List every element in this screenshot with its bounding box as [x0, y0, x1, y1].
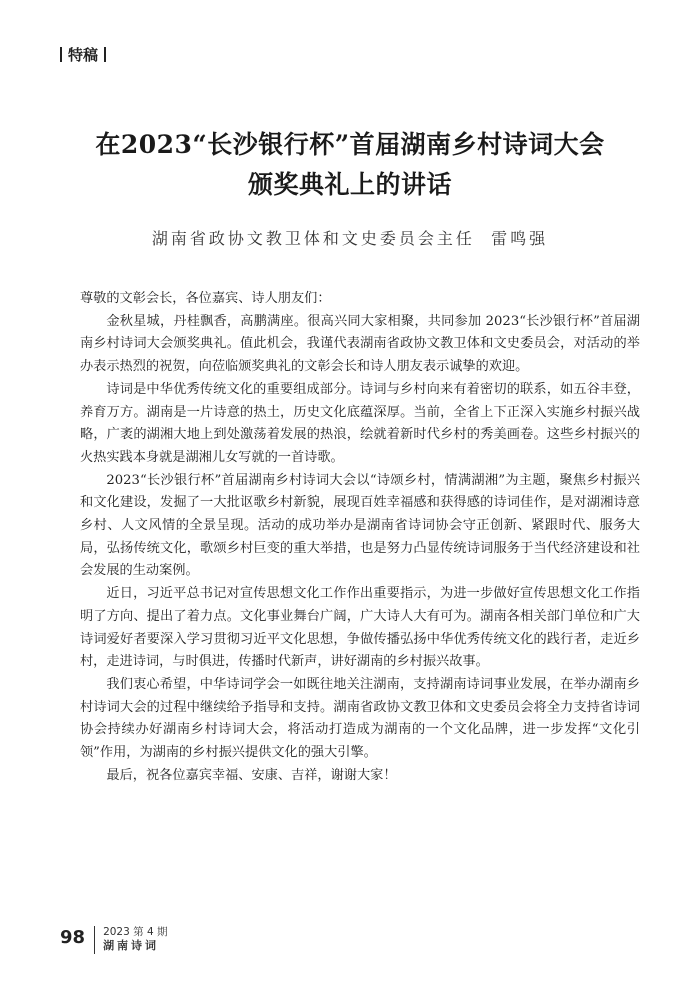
article-title	[0, 125, 700, 205]
magazine-name: 湖南诗词	[103, 939, 160, 952]
paragraph: 最后，祝各位嘉宾幸福、安康、吉祥，谢谢大家！	[106, 767, 397, 783]
section-tag-label: 特稿	[68, 46, 99, 64]
section-tag	[60, 44, 106, 65]
page-footer	[60, 926, 168, 954]
issue-number: 第 4 期	[133, 926, 168, 938]
paragraph: 2023“长沙银行杯”首届湖南乡村诗词大会以“诗颂乡村，情满湖湘”为主题，聚焦乡村振兴和文化建设，发掘了一大批讴歌乡村新貌，展现百姓幸福感和获得感的诗词佳作，是对湖湘诗意乡村、人文风情的全景呈现。活动的成功举办是湖南省诗词协会守正创新、紧跟时代、服务大局，弘扬传统文化，歌颂乡村巨变的重大举措，也是努力凸显传统诗词服务于当代经济建设和社会发展的生动案例。	[80, 472, 640, 579]
article-title-line-1: 在2023“长沙银行杯”首届湖南乡村诗词大会	[95, 130, 605, 159]
paragraph: 近日，习近平总书记对宣传思想文化工作作出重要指示，为进一步做好宣传思想文化工作指明了方向、提出了着力点。文化事业舞台广阔，广大诗人大有可为。湖南各相关部门单位和广大诗词爱好者要深入学习贯彻习近平文化思想，争做传播弘扬中华优秀传统文化的践行者，走近乡村，走进诗词，与时俱进，传播时代新声，讲好湖南的乡村振兴故事。	[80, 586, 640, 670]
issue-year: 2023	[103, 926, 130, 938]
paragraph: 诗词是中华优秀传统文化的重要组成部分。诗词与乡村向来有着密切的联系，如五谷丰登，养育万方。湖南是一片诗意的热土，历史文化底蕴深厚。当前，全省上下正深入实施乡村振兴战略，广袤的湖湘大地上到处激荡着发展的热浪，绘就着新时代乡村的秀美画卷。这些乡村振兴的火热实践本身就是湖湘儿女写就的一首诗歌。	[80, 381, 640, 465]
footer-divider	[94, 926, 95, 954]
salutation: 尊敬的文彰会长，各位嘉宾、诗人朋友们：	[80, 291, 331, 306]
paragraph: 金秋星城，丹桂飘香，高鹏满座。很高兴同大家相聚，共同参加 2023“长沙银行杯”首届湖南乡村诗词大会颁奖典礼。值此机会，我谨代表湖南省政协文教卫体和文史委员会，对活动的举办表示热烈的祝贺，向莅临颁奖典礼的文彰会长和诗人朋友表示诚挚的欢迎。	[80, 313, 640, 375]
paragraph: 我们衷心希望，中华诗词学会一如既往地关注湖南，支持湖南诗词事业发展，在举办湖南乡村诗词大会的过程中继续给予指导和支持。湖南省政协文教卫体和文史委员会将全力支持省诗词协会持续办好湖南乡村诗词大会，将活动打造成为湖南的一个文化品牌，进一步发挥“文化引领”作用，为湖南的乡村振兴提供文化的强大引擎。	[80, 676, 640, 761]
footer-info	[103, 926, 167, 952]
tag-right-bar	[104, 47, 106, 62]
tag-left-bar	[60, 47, 62, 62]
article-title-line-2: 颁奖典礼上的讲话	[247, 170, 452, 199]
author-byline: 湖南省政协文教卫体和文史委员会主任 雷鸣强	[151, 229, 549, 248]
article-body	[80, 288, 640, 787]
page-number: 98	[60, 927, 86, 948]
